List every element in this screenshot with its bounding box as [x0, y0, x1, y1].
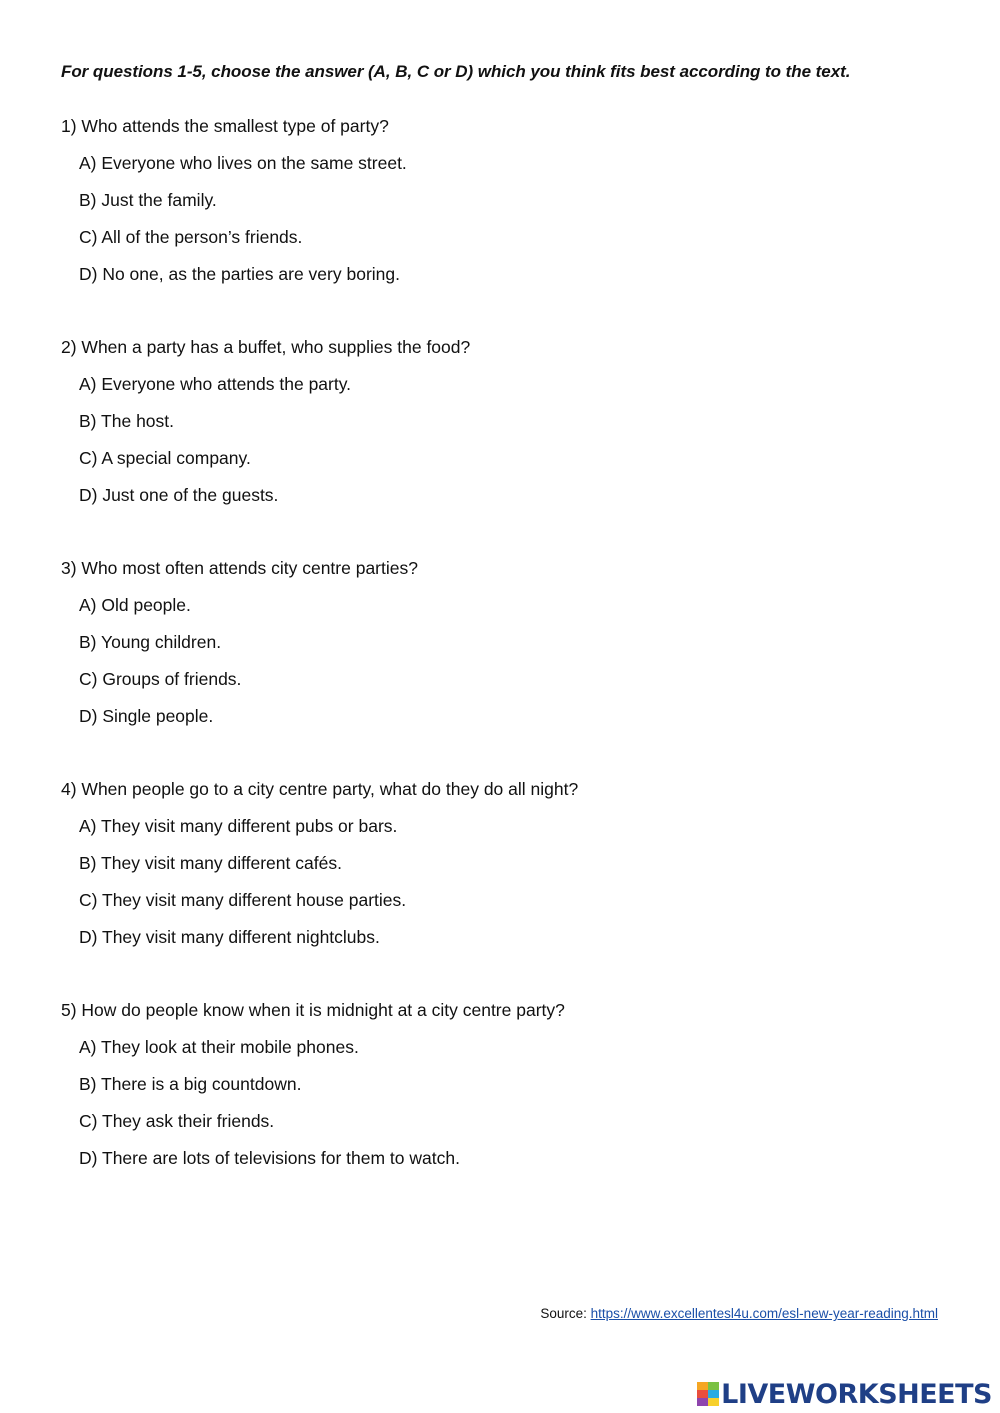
question-2: [61, 336, 941, 506]
question-text: 3) Who most often attends city centre parties?: [61, 558, 418, 578]
logo-block: [697, 1390, 708, 1398]
answer-option-d[interactable]: D) Single people.: [79, 706, 214, 726]
answer-option-c[interactable]: C) They ask their friends.: [79, 1111, 275, 1131]
question-text: 4) When people go to a city centre party, what do they do all night?: [61, 779, 579, 799]
question-text: 2) When a party has a buffet, who supplies the food?: [61, 337, 471, 357]
question-3: [61, 557, 941, 727]
answer-option-d[interactable]: D) No one, as the parties are very boring.: [79, 264, 400, 284]
answer-option-b[interactable]: B) They visit many different cafés.: [79, 853, 342, 873]
answer-option-c[interactable]: C) A special company.: [79, 448, 251, 468]
source-citation: [540, 1306, 938, 1321]
answer-option-b[interactable]: B) The host.: [79, 411, 175, 431]
answer-option-d[interactable]: D) Just one of the guests.: [79, 485, 279, 505]
question-1: [61, 115, 941, 285]
answer-option-b[interactable]: B) There is a big countdown.: [79, 1074, 302, 1094]
answer-option-c[interactable]: C) All of the person’s friends.: [79, 227, 303, 247]
liveworksheets-logo: [697, 1378, 992, 1410]
logo-block: [708, 1398, 719, 1406]
answer-option-a[interactable]: A) Old people.: [79, 595, 191, 615]
question-text: 5) How do people know when it is midnight at a city centre party?: [61, 1000, 565, 1020]
source-link[interactable]: https://www.excellentesl4u.com/esl-new-year-reading.html: [590, 1306, 938, 1321]
question-text: 1) Who attends the smallest type of party?: [61, 116, 389, 136]
logo-block: [708, 1382, 719, 1390]
question-4: [61, 778, 941, 948]
answer-option-d[interactable]: D) They visit many different nightclubs.: [79, 927, 380, 947]
answer-option-d[interactable]: D) There are lots of televisions for them to watch.: [79, 1148, 460, 1168]
logo-block: [697, 1398, 708, 1406]
instructions-text: For questions 1-5, choose the answer (A, B, C or D) which you think fits best according to the text.: [61, 62, 851, 81]
liveworksheets-logo-icon: [697, 1382, 719, 1406]
answer-option-a[interactable]: A) Everyone who lives on the same street.: [79, 153, 407, 173]
answer-option-a[interactable]: A) Everyone who attends the party.: [79, 374, 352, 394]
answer-option-c[interactable]: C) Groups of friends.: [79, 669, 242, 689]
logo-text: LIVEWORKSHEETS: [721, 1378, 992, 1410]
answer-option-a[interactable]: A) They look at their mobile phones.: [79, 1037, 359, 1057]
answer-option-b[interactable]: B) Just the family.: [79, 190, 217, 210]
source-label: Source:: [540, 1306, 591, 1321]
logo-block: [697, 1382, 708, 1390]
answer-option-c[interactable]: C) They visit many different house parties.: [79, 890, 407, 910]
answer-option-b[interactable]: B) Young children.: [79, 632, 222, 652]
answer-option-a[interactable]: A) They visit many different pubs or bars.: [79, 816, 398, 836]
question-5: [61, 999, 941, 1169]
logo-block: [708, 1390, 719, 1398]
